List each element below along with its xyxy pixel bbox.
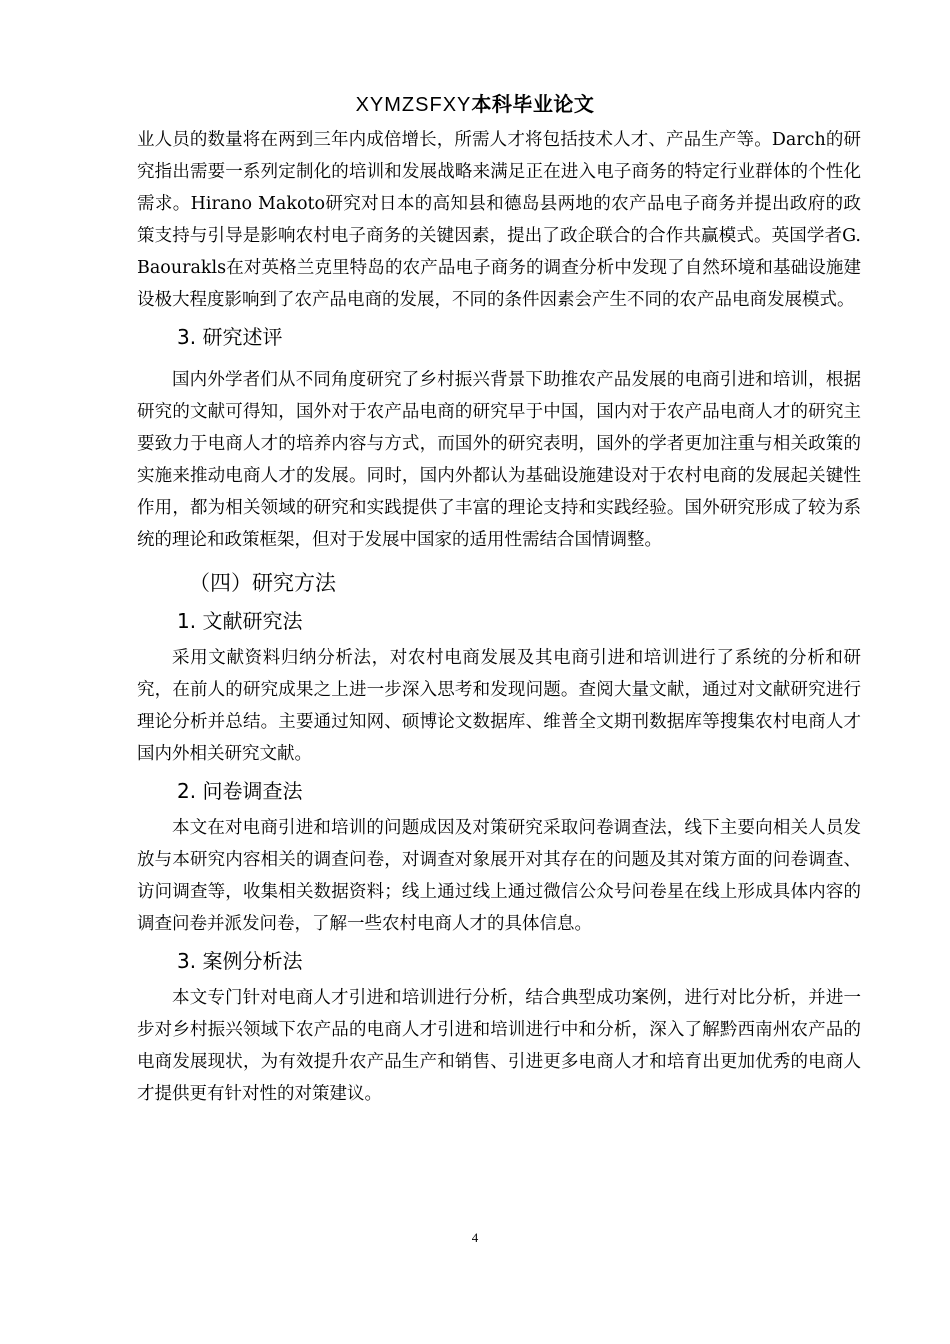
- paragraph-questionnaire-method: 本文在对电商引进和培训的问题成因及对策研究采取问卷调查法，线下主要向相关人员发放与本研究内容相关的调查问卷，对调查对象展开对其存在的问题及其对策方面的问卷调查、访问调查等，收集相关数据资料；线上通过线上通过微信公众号问卷星在线上形成具体内容的调查问卷并派发问卷，了解一些农村电商人才的具体信息。: [137, 818, 861, 934]
- header-thesis-label: 本科毕业论文: [471, 92, 595, 116]
- header-school-code: XYMZSFXY: [355, 94, 472, 116]
- paragraph-literature-method: 采用文献资料归纳分析法，对农村电商发展及其电商引进和培训进行了系统的分析和研究，在前人的研究成果之上进一步深入思考和发现问题。查阅大量文献，通过对文献研究进行理论分析并总结。主要通过知网、硕博论文数据库、维普全文期刊数据库等搜集农村电商人才国内外相关研究文献。: [137, 648, 861, 764]
- heading-research-methods: （四）研究方法: [189, 571, 336, 595]
- heading-literature-method: 1. 文献研究法: [177, 609, 303, 633]
- page-body: [137, 124, 861, 1110]
- page-number: 4: [471, 1230, 479, 1245]
- paragraph-foreign-research-cont: 业人员的数量将在两到三年内成倍增长，所需人才将包括技术人才、产品生产等。Darch的研究指出需要一系列定制化的培训和发展战略来满足正在进入电子商务的特定行业群体的个性化需求。Hirano Makoto研究对日本的高知县和德岛县两地的农产品电子商务并提出政府的政策支持与引导是影响农村电子商务的关键因素，提出了政企联合的合作共赢模式。英国学者G. Baourakls在对英格兰克里特岛的农产品电子商务的调查分析中发现了自然环境和基础设施建设极大程度影响到了农产品电商的发展，不同的条件因素会产生不同的农产品电商发展模式。: [137, 130, 861, 310]
- paragraph-case-method: 本文专门针对电商人才引进和培训进行分析，结合典型成功案例，进行对比分析，并进一步对乡村振兴领域下农产品的电商人才引进和培训进行中和分析，深入了解黔西南州农产品的电商发展现状，为有效提升农产品生产和销售、引进更多电商人才和培育出更加优秀的电商人才提供更有针对性的对策建议。: [137, 988, 861, 1104]
- heading-case-method: 3. 案例分析法: [177, 949, 303, 973]
- paragraph-research-review: 国内外学者们从不同角度研究了乡村振兴背景下助推农产品发展的电商引进和培训，根据研究的文献可得知，国外对于农产品电商的研究早于中国，国内对于农产品电商人才的研究主要致力于电商人才的培养内容与方式，而国外的研究表明，国外的学者更加注重与相关政策的实施来推动电商人才的发展。同时，国内外都认为基础设施建设对于农村电商的发展起关键性作用，都为相关领域的研究和实践提供了丰富的理论支持和实践经验。国外研究形成了较为系统的理论和政策框架，但对于发展中国家的适用性需结合国情调整。: [137, 370, 861, 550]
- heading-questionnaire-method: 2. 问卷调查法: [177, 779, 303, 803]
- heading-research-review: 3. 研究述评: [177, 325, 283, 349]
- page-header: [0, 92, 950, 117]
